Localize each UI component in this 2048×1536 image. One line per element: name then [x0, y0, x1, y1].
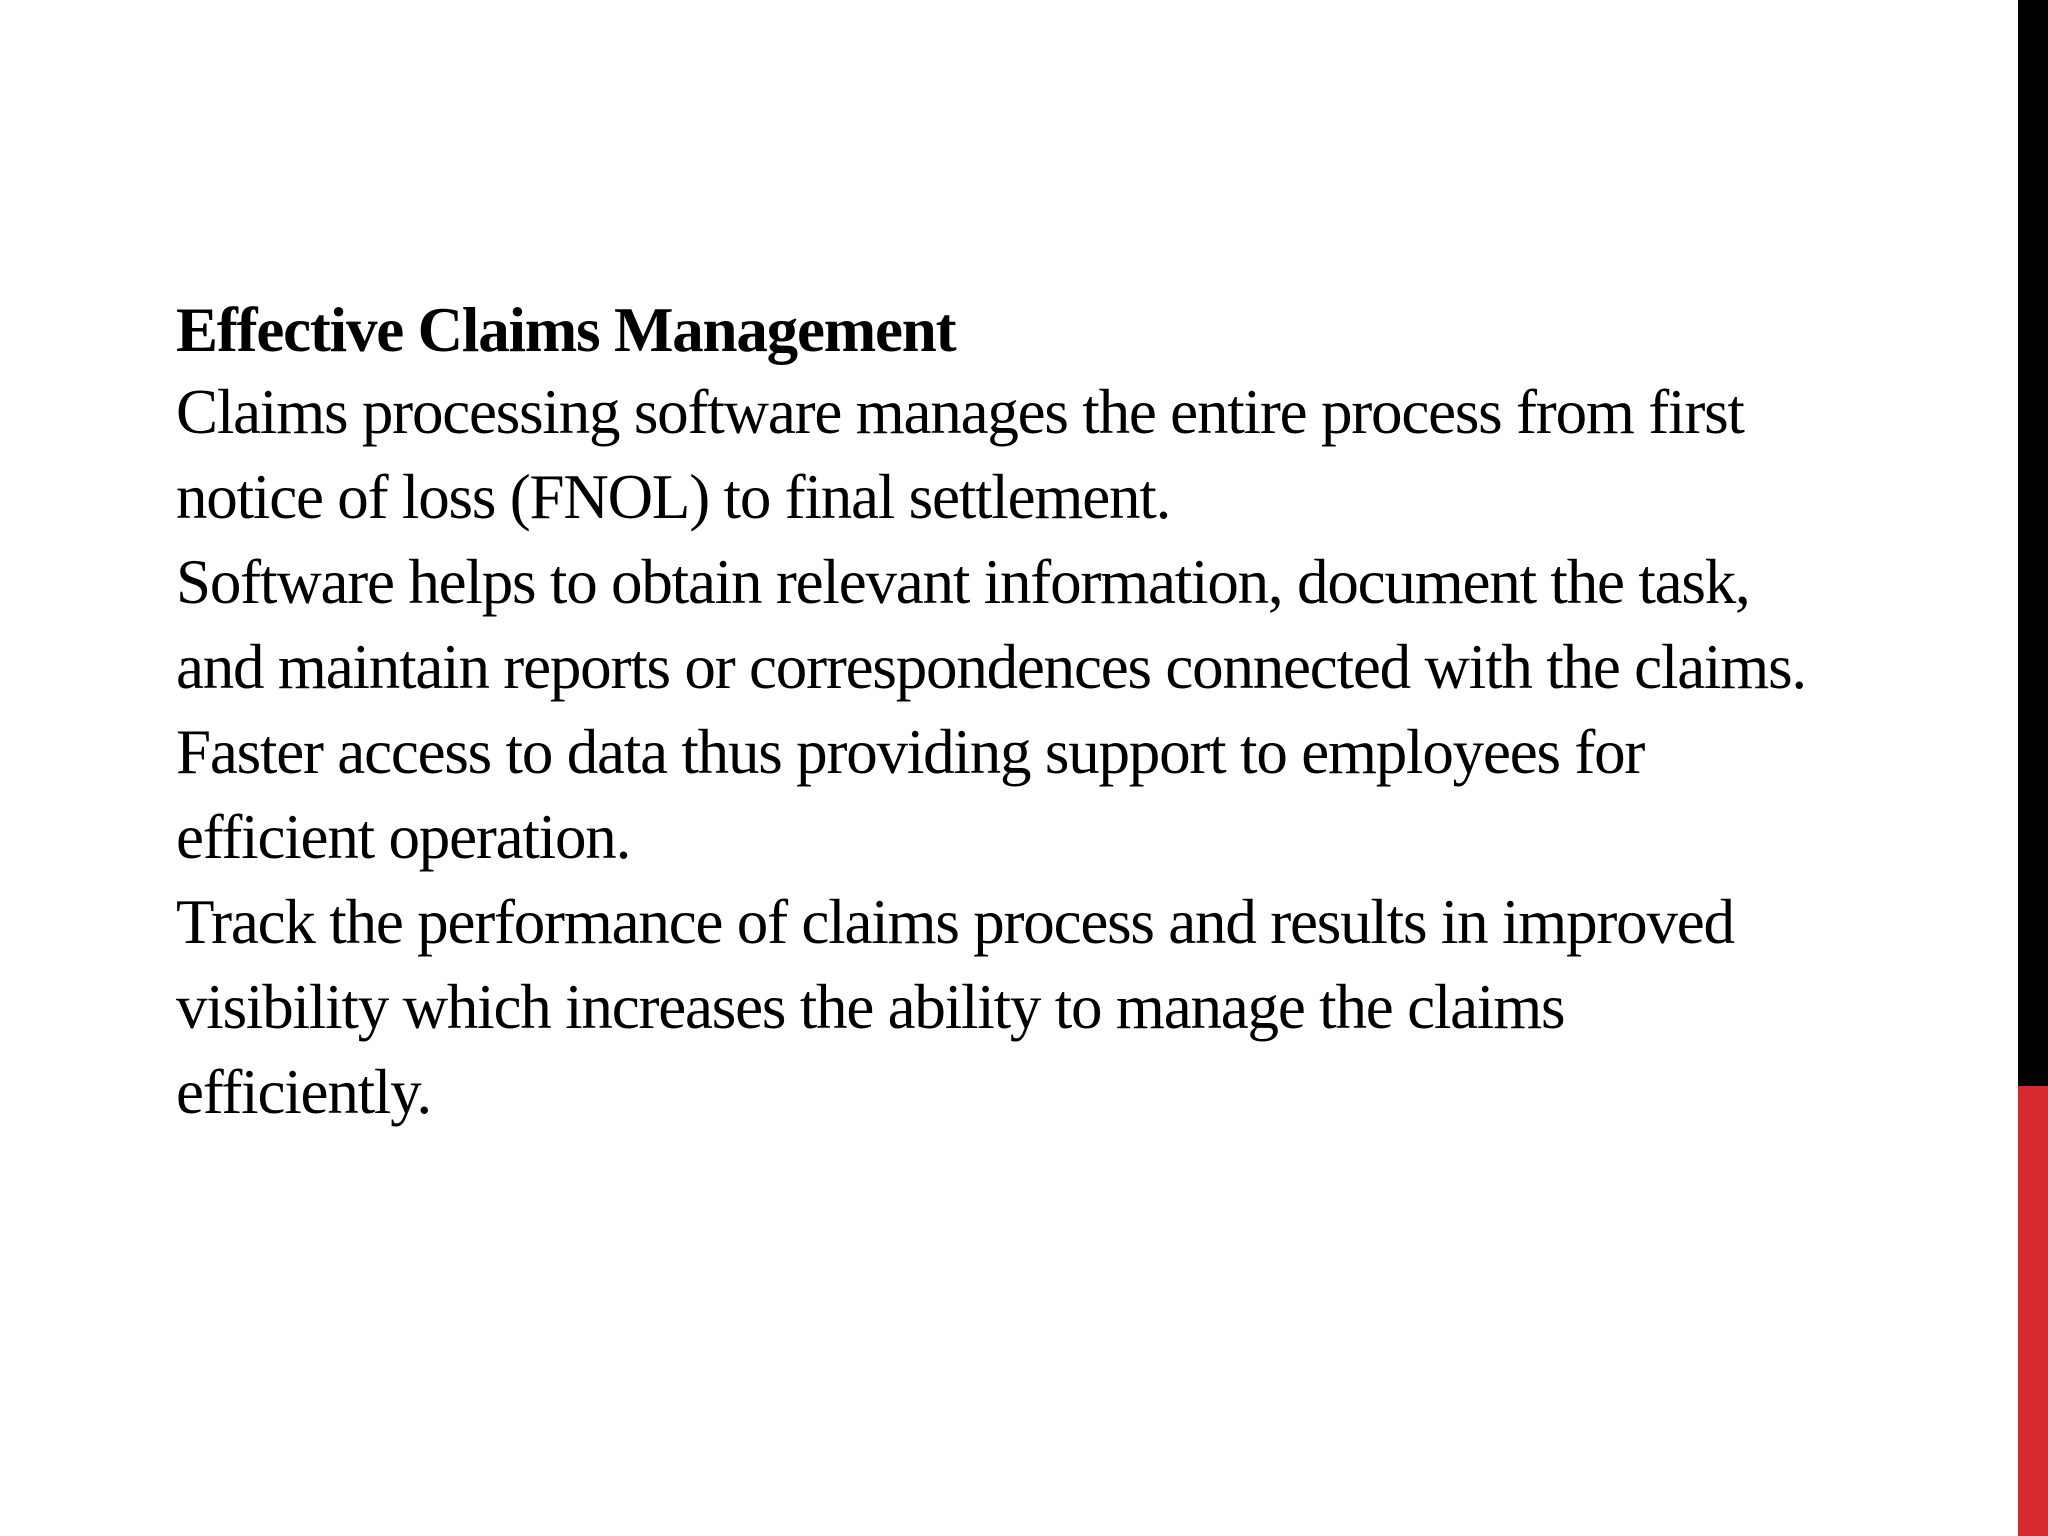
paragraph-documentation: Software helps to obtain relevant information, document the task, and maintain reports or correspondences connected with the claims. [176, 547, 1806, 702]
side-accent-bar-red [2018, 1086, 2048, 1536]
paragraph-fnol: Claims processing software manages the entire process from first notice of loss (FNOL) to final settlement. [176, 377, 1744, 532]
paragraph-performance-tracking: Track the performance of claims process and results in improved visibility which increases the ability to manage the claims efficiently. [176, 887, 1734, 1127]
slide-content [176, 290, 1826, 1135]
slide-heading: Effective Claims Management [176, 295, 956, 365]
paragraph-data-access: Faster access to data thus providing support to employees for efficient operation. [176, 717, 1645, 872]
side-accent-bar-black [2018, 0, 2048, 1086]
